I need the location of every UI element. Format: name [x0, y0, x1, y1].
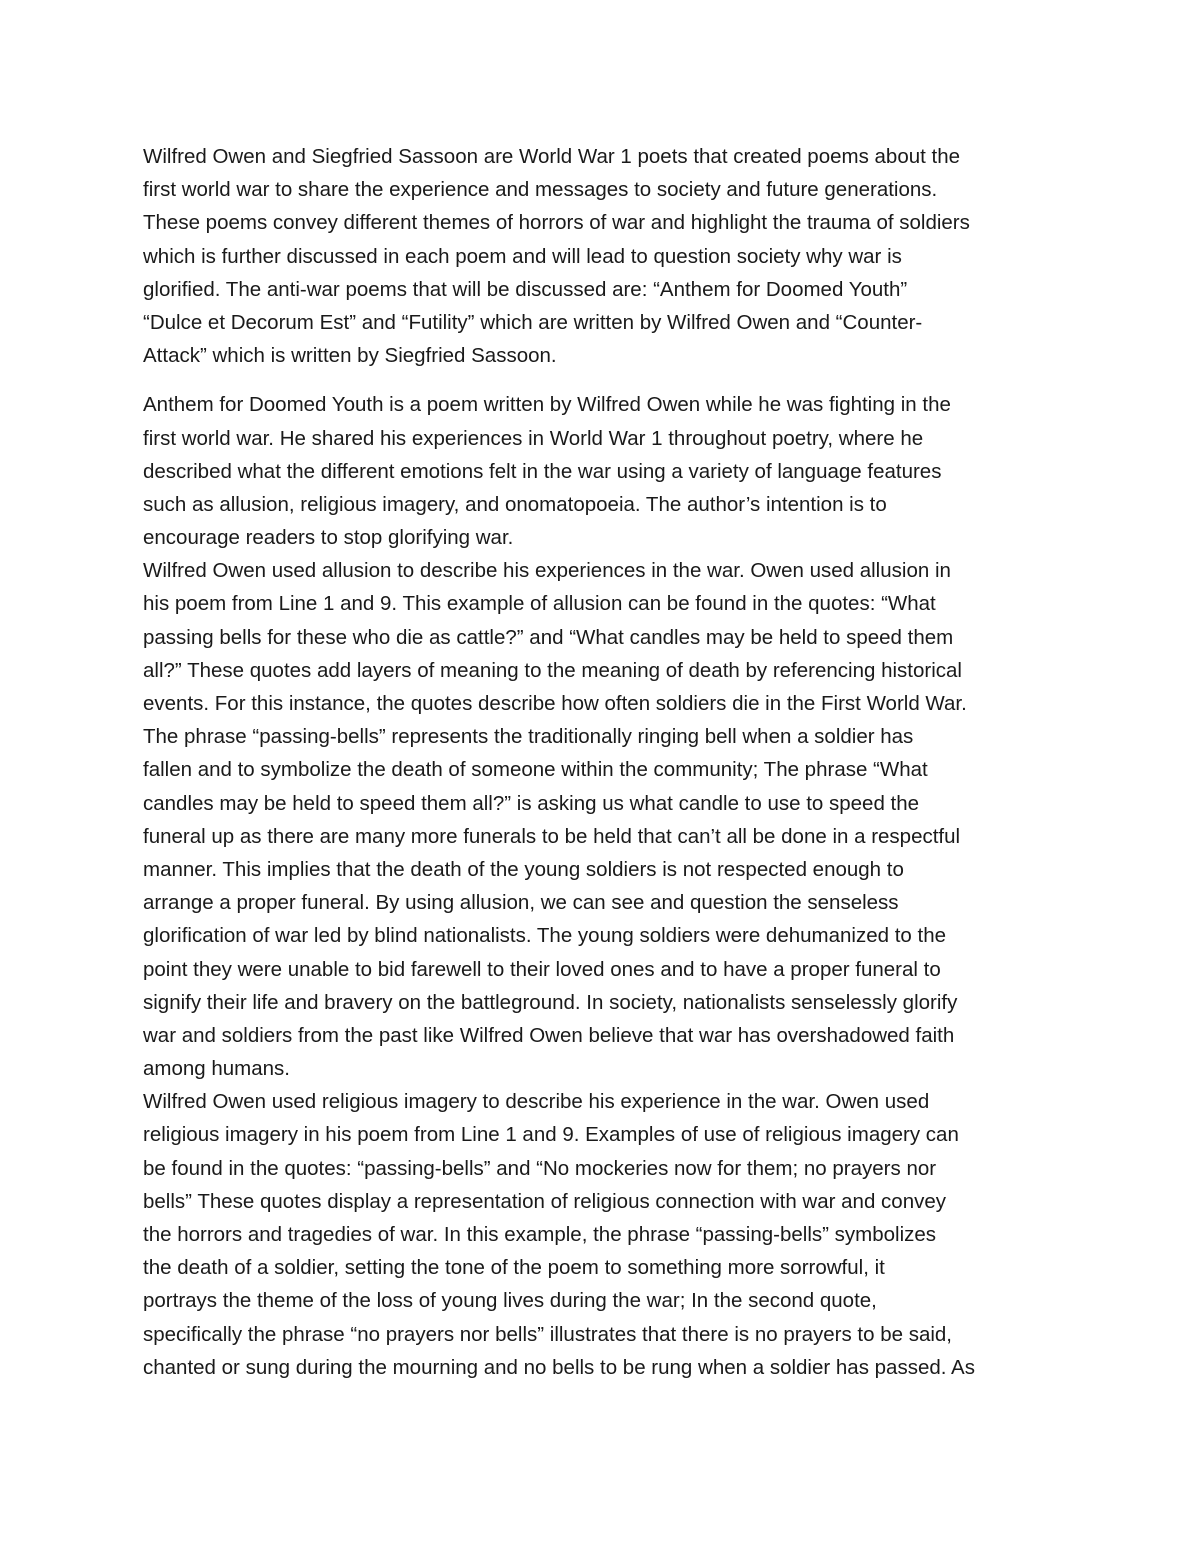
text-line: war and soldiers from the past like Wilfred Owen believe that war has overshadowed faith [143, 1023, 955, 1047]
text-line: religious imagery in his poem from Line 1 and 9. Examples of use of religious imagery can [143, 1123, 959, 1147]
text-line: Wilfred Owen and Siegfried Sassoon are World War 1 poets that created poems about the [143, 145, 961, 168]
paragraph-allusion [143, 554, 1068, 1085]
text-line: first world war. He shared his experiences in World War 1 throughout poetry, where he [143, 426, 924, 450]
paragraph-religious-imagery [143, 1085, 1068, 1384]
text-line: signify their life and bravery on the battleground. In society, nationalists senselessly glorify [143, 990, 958, 1014]
paragraph-intro [143, 140, 1068, 372]
text-line: “Dulce et Decorum Est” and “Futility” which are written by Wilfred Owen and “Counter- [143, 310, 923, 334]
text-line: glorification of war led by blind nationalists. The young soldiers were dehumanized to the [143, 924, 947, 948]
text-line: his poem from Line 1 and 9. This example of allusion can be found in the quotes: “What [143, 592, 936, 616]
text-line: Wilfred Owen used religious imagery to describe his experience in the war. Owen used [143, 1090, 930, 1114]
text-line: among humans. [143, 1057, 291, 1081]
text-line: be found in the quotes: “passing-bells” and “No mockeries now for them; no prayers nor [143, 1156, 937, 1180]
text-line: candles may be held to speed them all?” is asking us what candle to use to speed the [143, 791, 920, 815]
text-line: glorified. The anti-war poems that will be discussed are: “Anthem for Doomed Youth” [143, 277, 908, 301]
text-line: specifically the phrase “no prayers nor bells” illustrates that there is no prayers to be said, [143, 1322, 952, 1346]
text-line: fallen and to symbolize the death of someone within the community; The phrase “What [143, 758, 928, 782]
text-line: events. For this instance, the quotes describe how often soldiers die in the First World War. [143, 692, 967, 715]
text-line: which is further discussed in each poem and will lead to question society why war is [143, 244, 902, 268]
text-line: described what the different emotions felt in the war using a variety of language features [143, 459, 942, 483]
text-line: bells” These quotes display a representation of religious connection with war and convey [143, 1189, 947, 1213]
text-line: first world war to share the experience and messages to society and future generations. [143, 178, 938, 202]
text-line: portrays the theme of the loss of young lives during the war; In the second quote, [143, 1289, 877, 1313]
text-line: passing bells for these who die as cattle?” and “What candles may be held to speed them [143, 625, 954, 649]
text-line: Anthem for Doomed Youth is a poem written by Wilfred Owen while he was fighting in the [143, 393, 951, 417]
text-line: Attack” which is written by Siegfried Sassoon. [143, 344, 557, 368]
text-line: such as allusion, religious imagery, and onomatopoeia. The author’s intention is to [143, 492, 887, 516]
text-line: the death of a soldier, setting the tone of the poem to something more sorrowful, it [143, 1256, 885, 1280]
text-line: These poems convey different themes of horrors of war and highlight the trauma of soldiers [143, 211, 970, 235]
text-line: The phrase “passing-bells” represents the traditionally ringing bell when a soldier has [143, 725, 914, 749]
document-body [143, 140, 1068, 1384]
text-line: all?” These quotes add layers of meaning to the meaning of death by referencing historical [143, 658, 962, 682]
text-line: chanted or sung during the mourning and no bells to be rung when a soldier has passed. As [143, 1355, 975, 1379]
paragraph-anthem-intro [143, 388, 1068, 554]
text-line: encourage readers to stop glorifying war. [143, 526, 514, 550]
text-line: funeral up as there are many more funerals to be held that can’t all be done in a respectful [143, 824, 961, 848]
text-line: point they were unable to bid farewell to their loved ones and to have a proper funeral to [143, 957, 941, 981]
text-line: manner. This implies that the death of the young soldiers is not respected enough to [143, 857, 904, 881]
text-line: Wilfred Owen used allusion to describe his experiences in the war. Owen used allusion in [143, 559, 951, 583]
text-line: arrange a proper funeral. By using allusion, we can see and question the senseless [143, 891, 899, 915]
text-line: the horrors and tragedies of war. In this example, the phrase “passing-bells” symbolizes [143, 1223, 937, 1246]
